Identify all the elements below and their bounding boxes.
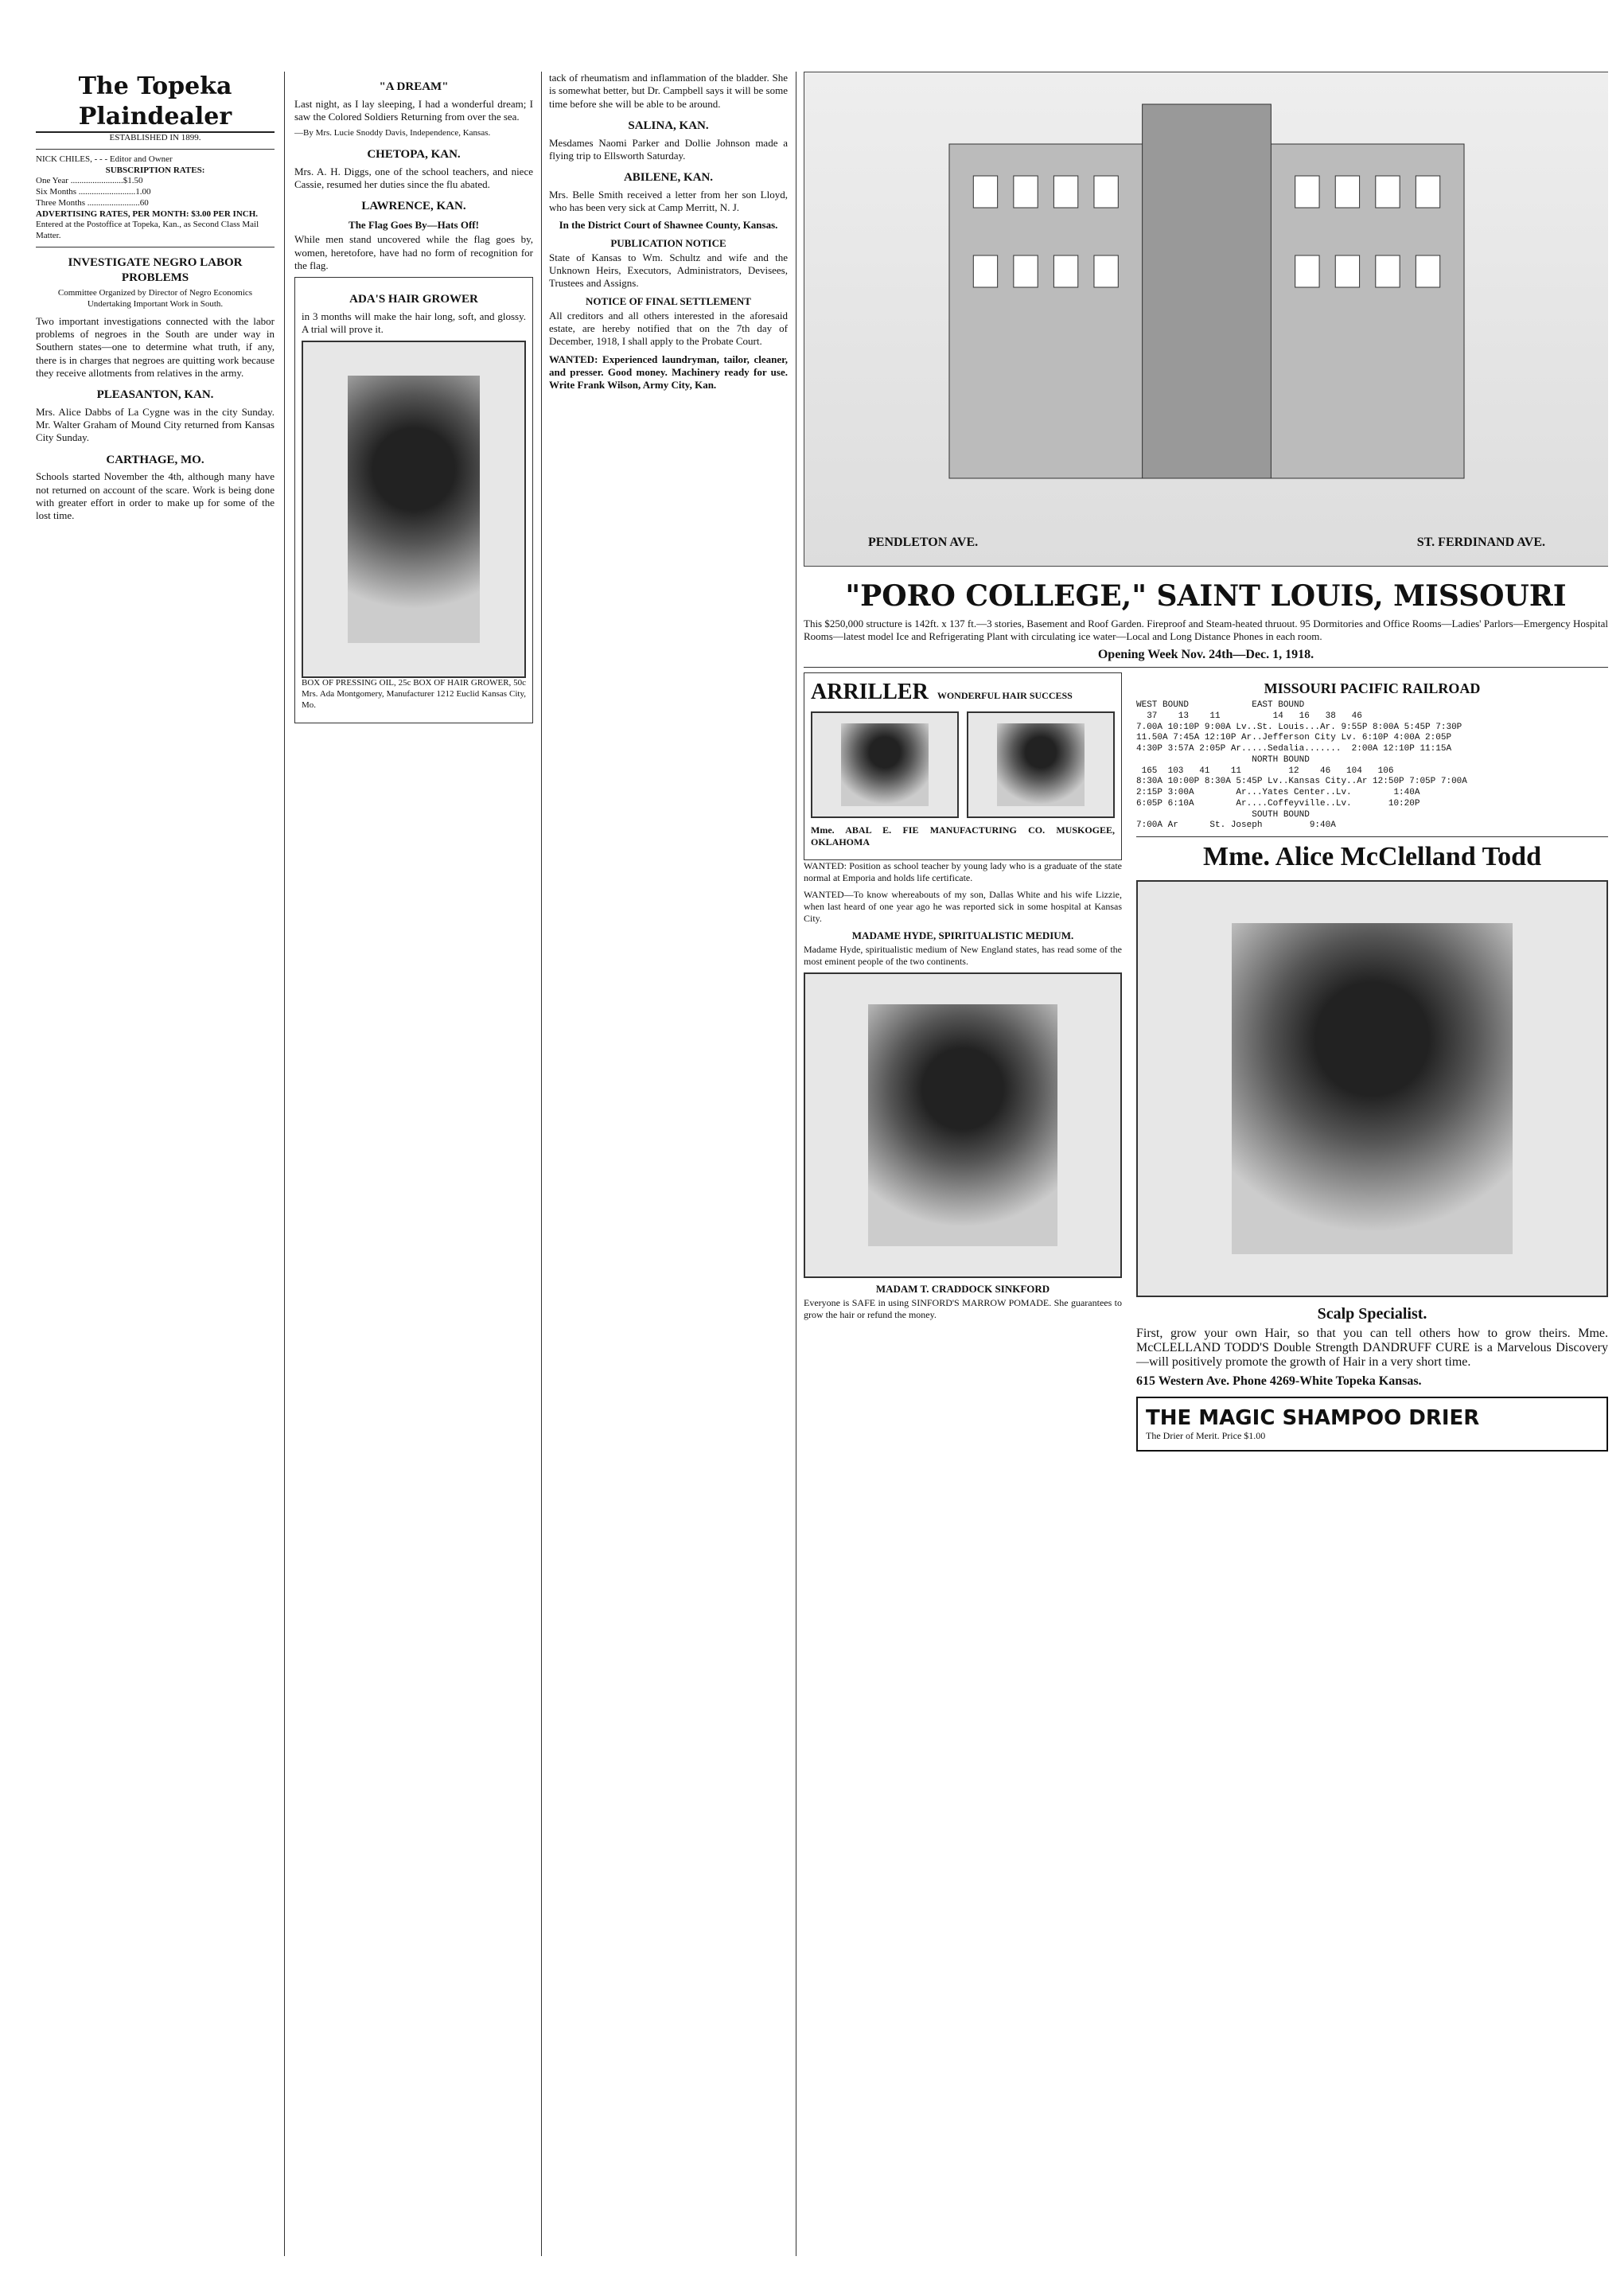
dream-credit: —By Mrs. Lucie Snoddy Davis, Independence, Kansas. bbox=[294, 128, 491, 138]
abilene-body: Mrs. Belle Smith received a letter from her son Lloyd, who has been very sick at Camp Merritt, N. J. bbox=[549, 188, 788, 213]
todd-title: Mme. Alice McClelland Todd bbox=[1203, 842, 1541, 871]
poro-text: This $250,000 structure is 142ft. x 137 ft.—3 stories, Basement and Roof Garden. Fireproof and Steam-heated thruout. 95 Dormitories and Office Rooms—Ladies' Parlors—Emergency Hospital Rooms—latest model Ice and Refrigerating Plant with circulating ice water—Local and Long Distance Phones in each room. bbox=[804, 618, 1608, 642]
ada-ad bbox=[294, 277, 533, 723]
investigate-sub: Committee Organized by Director of Negro Economics Undertaking Important Work in South. bbox=[57, 288, 253, 309]
heading-investigate: INVESTIGATE NEGRO LABOR PROBLEMS bbox=[68, 255, 243, 284]
court-sub: PUBLICATION NOTICE bbox=[610, 236, 726, 249]
subs-line: Three Months ........................60 bbox=[36, 197, 149, 208]
masthead-established: ESTABLISHED IN 1899. bbox=[109, 133, 201, 142]
ada-footer: BOX OF PRESSING OIL, 25c BOX OF HAIR GROWER, 50c Mrs. Ada Montgomery, Manufacturer 1212 Euclid Kansas City, Mo. bbox=[302, 678, 526, 710]
entered-notice: Entered at the Postoffice at Topeka, Kan., as Second Class Mail Matter. bbox=[36, 220, 259, 240]
heading-salina: SALINA, KAN. bbox=[628, 119, 709, 132]
dream-body: Last night, as I lay sleeping, I had a wonderful dream; I saw the Colored Soldiers Returning from over the sea. bbox=[294, 97, 533, 123]
probate-body: All creditors and all others interested in the aforesaid estate, are hereby notified that on the 7th day of December, 1918, I shall apply to the Probate Court. bbox=[549, 309, 788, 348]
investigate-body: Two important investigations connected with the labor problems of negroes in the South are under way in Southern states—one to determine what truth, if any, there is in charges that negroes are quitting work because they receive allotments from relatives in the army. bbox=[36, 314, 275, 379]
magic-title: THE MAGIC SHAMPOO DRIER bbox=[1146, 1406, 1480, 1430]
street-label: PENDLETON AVE. bbox=[868, 536, 979, 549]
sinkford-caption: MADAM T. CRADDOCK SINKFORD bbox=[875, 1283, 1050, 1295]
masthead-title: The Topeka Plaindealer bbox=[36, 72, 275, 133]
arriller-ad bbox=[804, 672, 1122, 860]
court-body: State of Kansas to Wm. Schultz and wife and the Unknown Heirs, Executors, Administrators, Devisees, Trustees and Assigns. bbox=[549, 251, 788, 290]
arriller-photo bbox=[967, 711, 1115, 818]
subs-line: Six Months ..........................1.00 bbox=[36, 187, 151, 197]
arriller-photo bbox=[811, 711, 959, 818]
heading-abilene: ABILENE, KAN. bbox=[623, 171, 714, 184]
pleasanton-body: Mrs. Alice Dabbs of La Cygne was in the city Sunday. Mr. Walter Graham of Mound City returned from Kansas City Sunday. bbox=[36, 405, 275, 444]
column-rule bbox=[284, 72, 285, 2256]
masthead-editor: NICK CHILES, - - - Editor and Owner bbox=[36, 154, 173, 164]
wanted-laundry: WANTED: Experienced laundryman, tailor, cleaner, and presser. Good money. Machinery ready for use. Write Frank Wilson, Army City, Kan. bbox=[549, 353, 788, 391]
ada-photo bbox=[302, 341, 526, 678]
salina-body: Mesdames Naomi Parker and Dollie Johnson made a flying trip to Ellsworth Saturday. bbox=[549, 136, 788, 162]
left-ads bbox=[804, 672, 1122, 1452]
street-label: ST. FERDINAND AVE. bbox=[1416, 536, 1545, 549]
sinkford-body: Everyone is SAFE in using SINFORD'S MARROW POMADE. She guarantees to grow the hair or refund the money. bbox=[804, 1297, 1122, 1320]
arriller-title: ARRILLER bbox=[811, 680, 929, 704]
subs-line: One Year ........................$1.50 bbox=[36, 176, 143, 186]
right-area bbox=[804, 72, 1608, 2256]
col3-intro: tack of rheumatism and inflammation of the bladder. She is somewhat better, but Dr. Campbell says it will be some time before she will be able to be around. bbox=[549, 72, 788, 110]
mopac-title: MISSOURI PACIFIC RAILROAD bbox=[1264, 680, 1481, 696]
poro-title: "PORO COLLEGE," SAINT LOUIS, MISSOURI bbox=[845, 579, 1567, 613]
column-3 bbox=[549, 72, 788, 2256]
heading-pleasanton: PLEASANTON, KAN. bbox=[96, 388, 214, 401]
sinkford-photo bbox=[804, 972, 1122, 1278]
arriller-sub: WONDERFUL HAIR SUCCESS bbox=[937, 690, 1073, 701]
todd-body: First, grow your own Hair, so that you can tell others how to grow theirs. Mme. McCLELLAND TODD'S Double Strength DANDRUFF CURE is a Marvelous Discovery—will positively promote the growth of Hair in a very short time. bbox=[1136, 1327, 1608, 1369]
heading-ada: ADA'S HAIR GROWER bbox=[349, 293, 478, 306]
lawrence-sub: The Flag Goes By—Hats Off! bbox=[349, 219, 479, 231]
wanted-son: WANTED—To know whereabouts of my son, Dallas White and his wife Lizzie, when last heard of one year ago he was reported sick in some hospital at Kansas City. bbox=[804, 889, 1122, 924]
lawrence-body: While men stand uncovered while the flag goes by, women, heretofore, have had no form of recognition for the flag. bbox=[294, 233, 533, 271]
poro-college-illustration bbox=[804, 72, 1608, 567]
carthage-body: Schools started November the 4th, although many have not returned on account of the scare. Work is being done with greater effort in order to make up for some of the lost time. bbox=[36, 470, 275, 521]
heading-court: In the District Court of Shawnee County, Kansas. bbox=[559, 219, 778, 232]
todd-sub: Scalp Specialist. bbox=[1317, 1305, 1427, 1323]
probate-heading: NOTICE OF FINAL SETTLEMENT bbox=[586, 294, 751, 307]
heading-carthage: CARTHAGE, MO. bbox=[106, 453, 204, 466]
poro-opening: Opening Week Nov. 24th—Dec. 1, 1918. bbox=[1097, 648, 1314, 661]
heading-dream: "A DREAM" bbox=[379, 80, 449, 93]
arriller-co: Mme. ABAL E. FIE MANUFACTURING CO. MUSKOGEE, OKLAHOMA bbox=[811, 824, 1115, 848]
magic-sub: The Drier of Merit. Price $1.00 bbox=[1146, 1430, 1266, 1441]
mopac-timetable: WEST BOUND EAST BOUND 37 13 11 14 16 38 46 7.00A 10:10P 9:00A Lv..St. Louis...Ar. 9:55P 8:00A 5:45P 7:30P 11.50A 7:45A 12:10P Ar..Jefferson City Lv. 6:10P 4:00A 2:05P 4:30P 3:57A 2:05P Ar.....Sedalia....... 2:00A 12:10P 11:15A NORTH BOUND 165 103 41 11 12 46 104 106 8:30A 10:00P 8:30A 5:45P Lv..Kansas City..Ar 12:50P 7:05P 7:00A 2:15P 3:00A Ar...Yates Center..Lv. 1:40A 6:05P 6:10A Ar....Coffeyville..Lv. 10:20P SOUTH BOUND 7:00A Ar St. Joseph 9:40A bbox=[1136, 700, 1467, 831]
column-2 bbox=[294, 72, 533, 2256]
magic-ad bbox=[1136, 1397, 1608, 1452]
right-ads bbox=[1136, 672, 1608, 1452]
todd-addr: 615 Western Ave. Phone 4269-White Topeka Kansas. bbox=[1136, 1374, 1422, 1388]
subs-title: SUBSCRIPTION RATES: bbox=[105, 165, 205, 175]
heading-lawrence: LAWRENCE, KAN. bbox=[361, 200, 466, 213]
ada-body: in 3 months will make the hair long, soft, and glossy. A trial will prove it. bbox=[302, 310, 526, 335]
hyde-body: Madame Hyde, spiritualistic medium of New England states, has read some of the most eminent people of the two continents. bbox=[804, 944, 1122, 967]
column-rule bbox=[541, 72, 542, 2256]
chetopa-body: Mrs. A. H. Diggs, one of the school teachers, and niece Cassie, resumed her duties since the flu abated. bbox=[294, 165, 533, 190]
column-1 bbox=[36, 72, 275, 2256]
ad-rate: ADVERTISING RATES, PER MONTH: $3.00 PER INCH. bbox=[36, 208, 259, 219]
building-icon bbox=[804, 72, 1608, 566]
hyde-title: MADAME HYDE, SPIRITUALISTIC MEDIUM. bbox=[851, 929, 1074, 941]
heading-chetopa: CHETOPA, KAN. bbox=[367, 148, 461, 161]
todd-photo bbox=[1136, 880, 1608, 1297]
wanted-teacher: WANTED: Position as school teacher by young lady who is a graduate of the state normal at Emporia and holds life certificate. bbox=[804, 860, 1122, 883]
